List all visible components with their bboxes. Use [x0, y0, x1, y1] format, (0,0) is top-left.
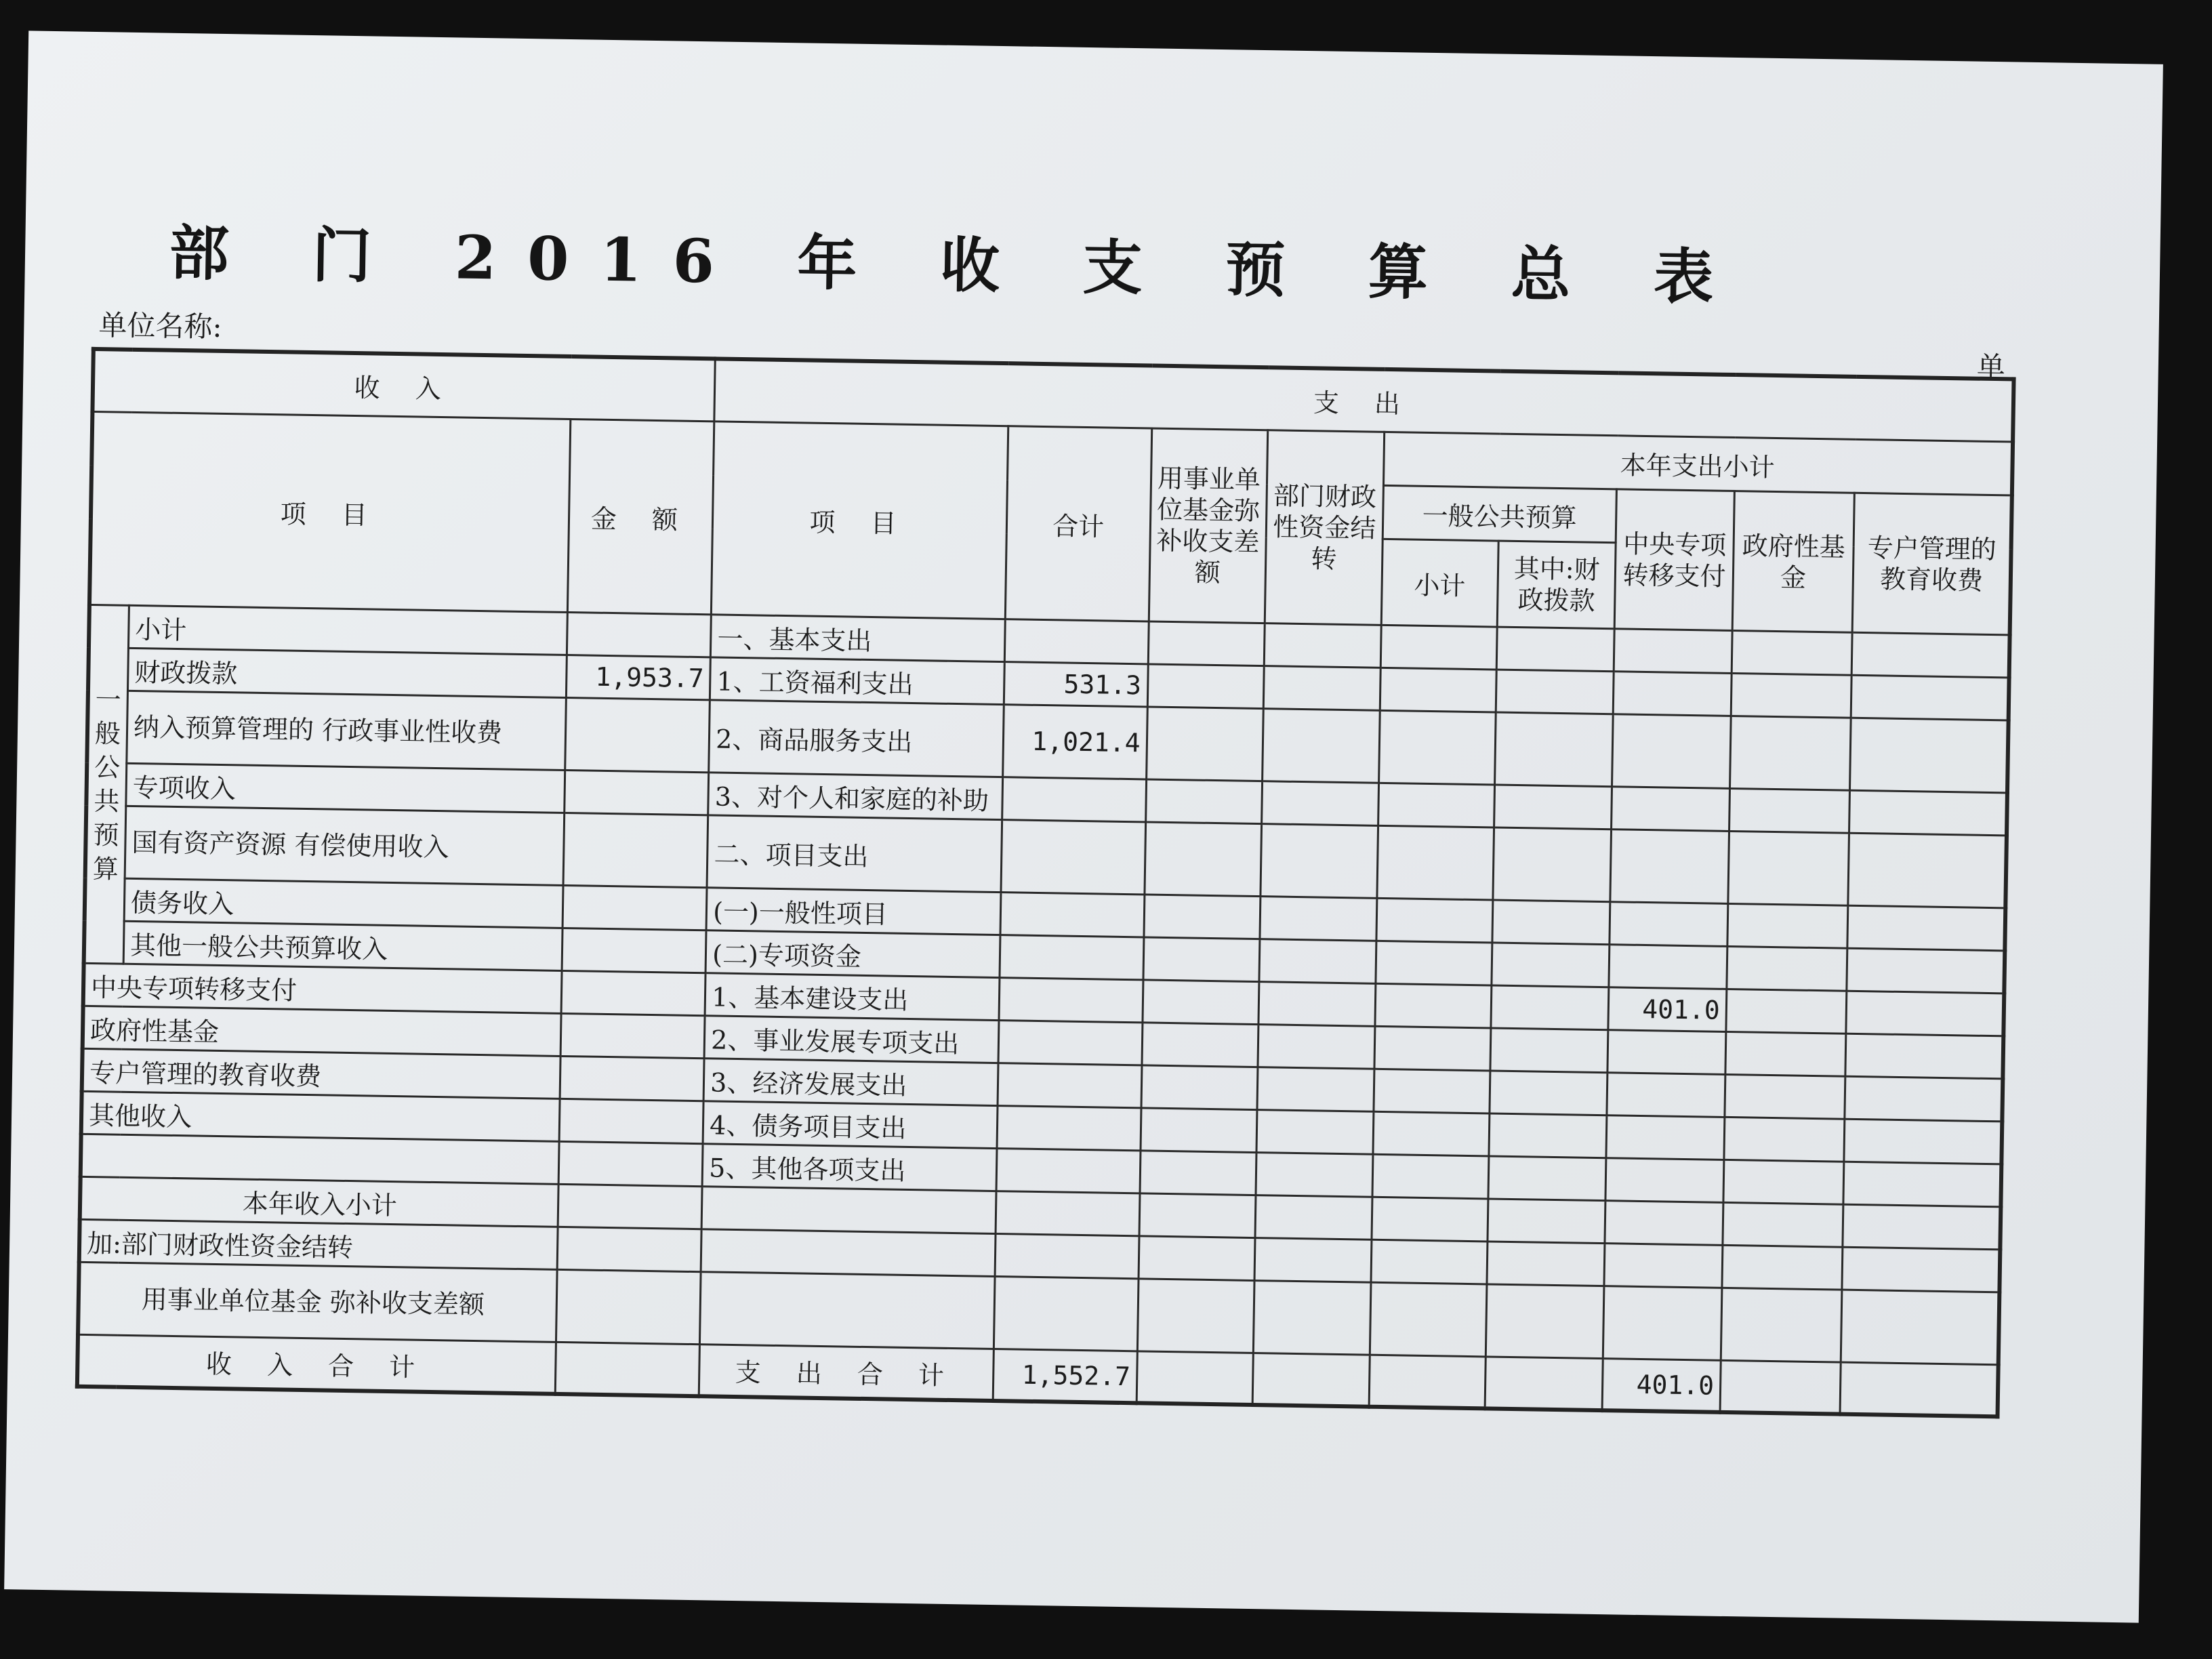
- general-budget-group-label: [84, 605, 129, 964]
- expense-item: 3、对个人和家庭的补助: [708, 773, 1003, 820]
- central-transfer-value: 401.0: [1608, 987, 1726, 1032]
- gov-fund-header: 政府性基金: [1732, 491, 1855, 633]
- income-item: 其他收入: [81, 1091, 560, 1141]
- expense-item: (二)专项资金: [705, 930, 1000, 978]
- expense-item: 4、债务项目支出: [703, 1101, 998, 1149]
- income-item: 加:部门财政性资金结转: [79, 1219, 558, 1269]
- expense-item: 一、基本支出: [711, 615, 1006, 662]
- expense-item: 2、商品服务支出: [709, 700, 1004, 777]
- income-amount: [567, 613, 712, 657]
- expense-total: [994, 1277, 1138, 1351]
- central-transfer-value: [1607, 1073, 1725, 1118]
- central-transfer-value: [1609, 945, 1727, 989]
- expense-total: 1,021.4: [1003, 705, 1147, 779]
- income-item: 小计: [128, 605, 567, 655]
- central-transfer-value: [1612, 787, 1729, 832]
- expense-total-label: 支 出 合 计: [699, 1345, 994, 1401]
- income-amount: [558, 1227, 702, 1271]
- expense-total: [998, 1063, 1142, 1108]
- income-total-label: 收 入 合 计: [77, 1334, 556, 1393]
- expense-total: [998, 1021, 1143, 1065]
- expense-grand-total: 1,552.7: [993, 1349, 1137, 1403]
- income-item: 其他一般公共预算收入: [123, 921, 562, 970]
- income-total-amount: [556, 1342, 700, 1395]
- income-item: 财政拨款: [127, 648, 567, 697]
- income-amount: [561, 1013, 705, 1058]
- total-header: 合计: [1005, 426, 1151, 621]
- expense-item: 3、经济发展支出: [703, 1059, 998, 1106]
- expense-item: 5、其他各项支出: [702, 1144, 997, 1191]
- income-item: 国有资产资源 有偿使用收入: [125, 806, 565, 885]
- unit-name-label: 单位名称:: [98, 308, 222, 344]
- expense-item-header: 项 目: [712, 422, 1008, 619]
- income-amount: [562, 970, 706, 1015]
- expense-total: [997, 1106, 1141, 1151]
- expense-item: 1、工资福利支出: [710, 657, 1005, 705]
- group-char: 一: [95, 684, 122, 715]
- central-transfer-value: [1614, 672, 1732, 716]
- expense-total: [1004, 619, 1149, 664]
- income-item: 本年收入小计: [80, 1176, 559, 1227]
- year-subtotal-header: 本年支出小计: [1383, 432, 2013, 495]
- central-transfer-value: [1610, 830, 1729, 904]
- page-title: 部 门 2016 年 收 支 预 算 总 表: [168, 217, 1746, 313]
- central-transfer-value: [1610, 902, 1727, 947]
- income-amount: [556, 1269, 701, 1344]
- expense-item: [700, 1272, 995, 1349]
- edu-fee-header: 专户管理的教育收费: [1853, 493, 2012, 635]
- income-amount: 1,953.7: [567, 655, 711, 699]
- income-item: 政府性基金: [83, 1006, 562, 1056]
- expense-total: 531.3: [1004, 662, 1148, 707]
- income-amount: [560, 1056, 705, 1101]
- expense-item: (一)一般性项目: [706, 888, 1001, 935]
- income-item: 纳入预算管理的 行政事业性收费: [127, 691, 567, 770]
- expense-total: [996, 1191, 1140, 1236]
- central-transfer-value: [1612, 714, 1731, 789]
- income-header: 收 入: [92, 349, 715, 422]
- general-budget-header: 一般公共预算: [1382, 485, 1617, 542]
- expense-item: [701, 1229, 996, 1277]
- expense-item: [701, 1187, 996, 1234]
- income-item: 专项收入: [126, 763, 565, 813]
- expense-item: 2、事业发展专项支出: [704, 1016, 999, 1063]
- expense-total: [995, 1234, 1139, 1279]
- central-transfer-value: [1603, 1286, 1722, 1361]
- income-item: 用事业单位基金 弥补收支差额: [78, 1262, 558, 1342]
- central-transfer-value: [1607, 1030, 1725, 1075]
- group-char: 算: [92, 854, 119, 884]
- carryover-header: 部门财政性资金结转: [1265, 430, 1384, 626]
- subtotal-header: 小计: [1381, 539, 1498, 627]
- group-char: 共: [94, 786, 120, 817]
- income-amount: [565, 770, 709, 815]
- income-item: 债务收入: [124, 878, 563, 928]
- budget-table: [75, 347, 2016, 1418]
- expense-item: 二、项目支出: [707, 815, 1002, 893]
- expense-header: 支 出: [714, 359, 2013, 442]
- central-transfer-value: [1606, 1115, 1724, 1160]
- income-item-header: 项 目: [89, 411, 571, 612]
- central-transfer-value: [1605, 1158, 1723, 1203]
- income-item: 中央专项转移支付: [83, 963, 562, 1013]
- expense-total: [1000, 935, 1144, 980]
- group-char: 公: [94, 752, 121, 783]
- expense-total: [999, 978, 1143, 1023]
- group-char: 预: [93, 820, 119, 851]
- income-amount: [563, 813, 708, 887]
- income-amount: [562, 885, 707, 930]
- income-amount: [562, 928, 706, 972]
- central-transfer-value: [1605, 1201, 1723, 1246]
- expense-total: [1000, 893, 1145, 937]
- central-transfer-value: [1604, 1244, 1722, 1288]
- amount-header: 金 额: [568, 419, 714, 615]
- expense-total: [1002, 777, 1147, 822]
- expense-total: [1001, 820, 1145, 895]
- central-transfer-value: [1614, 629, 1732, 674]
- business-fund-header: 用事业单位基金弥补收支差额: [1149, 428, 1268, 623]
- income-item: [81, 1134, 560, 1184]
- income-item: 专户管理的教育收费: [82, 1048, 561, 1099]
- expense-total: [996, 1149, 1141, 1193]
- income-amount: [558, 1184, 703, 1229]
- expense-item: 1、基本建设支出: [705, 973, 1000, 1021]
- of-which-header: 其中:财政拨款: [1497, 541, 1616, 629]
- income-amount: [565, 697, 710, 772]
- unit-right-label: 单: [1976, 350, 2006, 384]
- group-char: 般: [94, 718, 121, 749]
- central-transfer-total: 401.0: [1602, 1359, 1721, 1412]
- income-amount: [560, 1099, 704, 1143]
- central-transfer-header: 中央专项转移支付: [1615, 489, 1735, 631]
- paper-sheet: [4, 30, 2163, 1622]
- income-amount: [559, 1141, 703, 1186]
